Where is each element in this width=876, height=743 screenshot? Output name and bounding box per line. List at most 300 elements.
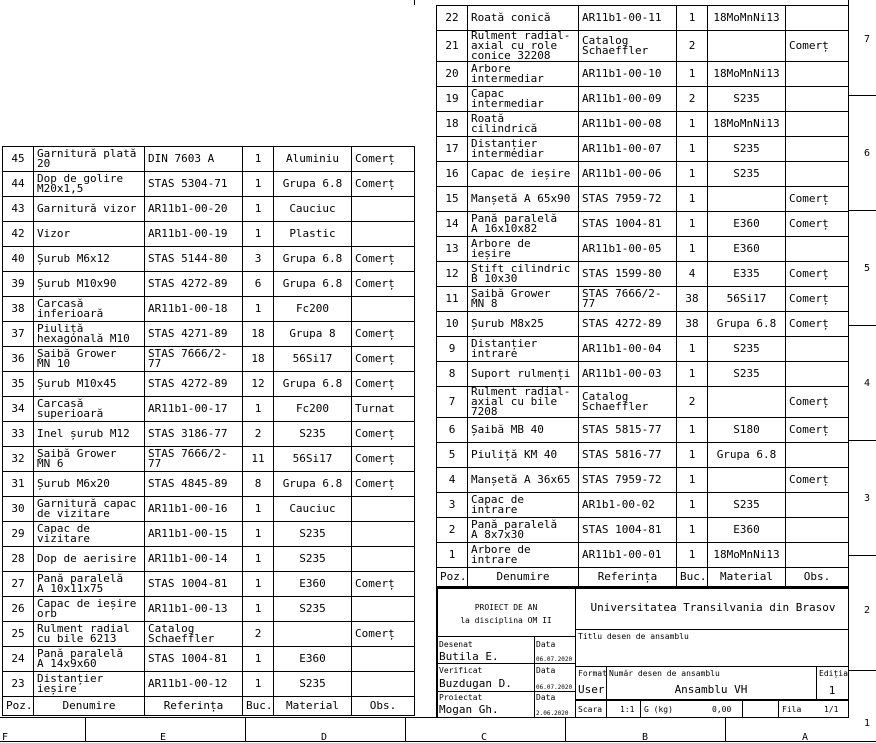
cell-poz: 27 (3, 572, 34, 597)
cell-ref: STAS 7666/2- 77 (579, 287, 677, 312)
cell-mat: S180 (708, 418, 786, 443)
cell-poz: 14 (437, 212, 468, 237)
cell-mat: 56Si17 (708, 287, 786, 312)
cell-den: Piuliță hexagonală M10 (34, 322, 145, 347)
table-row (437, 262, 849, 287)
cell-obs (786, 112, 849, 137)
cell-obs (786, 62, 849, 87)
cell-obs (786, 443, 849, 468)
cell-poz: 22 (437, 6, 468, 31)
g-label: G (kg) (644, 705, 673, 714)
cell-ref: STAS 1004-81 (145, 647, 243, 672)
table-row (3, 372, 415, 397)
cell-buc: 1 (677, 62, 708, 87)
table-row (437, 337, 849, 362)
cell-den: Pană paralelă A 16x10x82 (468, 212, 579, 237)
cell-ref: STAS 4272-89 (579, 312, 677, 337)
cell-obs: Comerț (352, 347, 415, 372)
cell-buc: 12 (243, 372, 274, 397)
cell-den: Capac de vizitare (34, 522, 145, 547)
cell-poz: 44 (3, 172, 34, 197)
cell-ref: AR11b1-00-20 (145, 197, 243, 222)
cell-mat: Fc200 (274, 297, 352, 322)
cell-buc: 18 (243, 322, 274, 347)
cell-mat: Grupa 6.8 (274, 272, 352, 297)
cell-poz: 28 (3, 547, 34, 572)
cell-mat: Grupa 8 (274, 322, 352, 347)
zone-tick (245, 718, 246, 742)
date-2: 06.07.2020 (536, 684, 573, 691)
zone-tick (405, 718, 406, 742)
cell-poz: 45 (3, 147, 34, 172)
cell-poz: 37 (3, 322, 34, 347)
zone-label: 1 (864, 718, 871, 729)
cell-obs (786, 87, 849, 112)
cell-buc: 1 (677, 112, 708, 137)
cell-obs: Comerț (786, 31, 849, 62)
frame-top-left (414, 0, 415, 5)
cell-poz: 35 (3, 372, 34, 397)
cell-ref: AR11b1-00-07 (579, 137, 677, 162)
cell-obs (352, 597, 415, 622)
cell-mat: S235 (708, 137, 786, 162)
university-name: Universitatea Transilvania din Brasov (590, 601, 836, 614)
zone-label: B (642, 732, 649, 743)
header-den: Denumire (34, 697, 145, 716)
table-row (3, 172, 415, 197)
cell-mat: Grupa 6.8 (708, 443, 786, 468)
cell-poz: 20 (437, 62, 468, 87)
cell-poz: 10 (437, 312, 468, 337)
cell-ref: AR11b1-00-10 (579, 62, 677, 87)
header-mat: Material (274, 697, 352, 716)
cell-poz: 2 (437, 518, 468, 543)
cell-den: Inel șurub M12 (34, 422, 145, 447)
table-row (3, 572, 415, 597)
cell-obs (786, 518, 849, 543)
cell-mat: Grupa 6.8 (274, 247, 352, 272)
cell-ref: AR11b1-00-12 (145, 672, 243, 697)
cell-buc: 1 (243, 597, 274, 622)
cell-poz: 4 (437, 468, 468, 493)
zone-tick (848, 670, 876, 671)
zone-label: 4 (864, 378, 871, 389)
cell-obs: Comerț (352, 422, 415, 447)
proiectat-name: Mogan Gh. (439, 703, 499, 716)
table-row (437, 212, 849, 237)
cell-den: Șurub M10x90 (34, 272, 145, 297)
cell-mat (708, 31, 786, 62)
header-den: Denumire (468, 568, 579, 587)
cell-den: Șaibă Grower MN 6 (34, 447, 145, 472)
scara-value: 1:1 (620, 705, 635, 714)
table-row (3, 447, 415, 472)
table-row (3, 472, 415, 497)
bom-table-left (2, 146, 415, 716)
table-row (3, 397, 415, 422)
cell-poz: 18 (437, 112, 468, 137)
cell-poz: 13 (437, 237, 468, 262)
cell-buc: 2 (677, 31, 708, 62)
cell-mat: S235 (274, 422, 352, 447)
header-buc: Buc. (677, 568, 708, 587)
cell-poz: 42 (3, 222, 34, 247)
cell-obs (786, 362, 849, 387)
date-1: 06.07.2020 (536, 656, 573, 663)
table-row (437, 418, 849, 443)
cell-den: Rulment radial- axial cu bile 7208 (468, 387, 579, 418)
cell-mat: S235 (708, 362, 786, 387)
cell-den: Capac de intrare (468, 493, 579, 518)
cell-poz: 11 (437, 287, 468, 312)
cell-mat (708, 468, 786, 493)
table-row (437, 493, 849, 518)
cell-den: Distanțier ieșire (34, 672, 145, 697)
cell-obs (786, 162, 849, 187)
cell-ref: STAS 4272-89 (145, 372, 243, 397)
proiectat-label: Proiectat (439, 693, 483, 702)
cell-obs: Comerț (352, 247, 415, 272)
drawing-title-label: Titlu desen de ansamblu (578, 632, 689, 641)
cell-mat: 18MoMnNi13 (708, 6, 786, 31)
cell-buc: 2 (243, 622, 274, 647)
cell-mat: Aluminiu (274, 147, 352, 172)
cell-obs: Comerț (352, 447, 415, 472)
zone-label: 6 (864, 148, 871, 159)
table-row (437, 518, 849, 543)
cell-den: Dop de golire M20x1,5 (34, 172, 145, 197)
table-row (437, 31, 849, 62)
table-row (3, 147, 415, 172)
cell-poz: 43 (3, 197, 34, 222)
cell-den: Pană paralelă A 10x11x75 (34, 572, 145, 597)
cell-poz: 19 (437, 87, 468, 112)
cell-poz: 30 (3, 497, 34, 522)
cell-obs (786, 337, 849, 362)
cell-obs: Comerț (352, 372, 415, 397)
cell-den: Manșetă A 65x90 (468, 187, 579, 212)
cell-buc: 38 (677, 287, 708, 312)
table-row (437, 387, 849, 418)
cell-obs (786, 6, 849, 31)
table-row (437, 187, 849, 212)
header-row (3, 697, 415, 716)
cell-mat: Cauciuc (274, 497, 352, 522)
cell-den: Capac de ieșire orb (34, 597, 145, 622)
cell-buc: 1 (243, 547, 274, 572)
cell-den: Piuliță KM 40 (468, 443, 579, 468)
cell-poz: 5 (437, 443, 468, 468)
cell-mat: E360 (274, 647, 352, 672)
cell-buc: 1 (677, 6, 708, 31)
g-value: 0,00 (712, 705, 732, 714)
table-row (3, 597, 415, 622)
header-row (437, 568, 849, 587)
cell-ref: Catalog Schaeffler (579, 387, 677, 418)
cell-ref: AR11b1-00-05 (579, 237, 677, 262)
cell-buc: 3 (243, 247, 274, 272)
zone-label: E (160, 732, 167, 743)
cell-poz: 7 (437, 387, 468, 418)
cell-mat: S235 (708, 493, 786, 518)
zone-tick (848, 95, 876, 96)
cell-buc: 6 (243, 272, 274, 297)
cell-obs: Comerț (352, 572, 415, 597)
table-row (3, 322, 415, 347)
cell-mat: Cauciuc (274, 197, 352, 222)
table-row (3, 672, 415, 697)
header-poz: Poz. (437, 568, 468, 587)
cell-poz: 38 (3, 297, 34, 322)
header-mat: Material (708, 568, 786, 587)
cell-obs (786, 137, 849, 162)
cell-obs: Comerț (352, 472, 415, 497)
header-buc: Buc. (243, 697, 274, 716)
cell-ref: AR11b1-00-17 (145, 397, 243, 422)
table-row (3, 522, 415, 547)
cell-ref: STAS 7666/2- 77 (145, 447, 243, 472)
cell-den: Pană paralelă A 8x7x30 (468, 518, 579, 543)
cell-ref: AR11b1-00-15 (145, 522, 243, 547)
cell-ref: STAS 7666/2- 77 (145, 347, 243, 372)
cell-obs (786, 493, 849, 518)
fila-label: Fila (782, 705, 802, 714)
zone-tick (725, 718, 726, 742)
cell-poz: 29 (3, 522, 34, 547)
header-poz: Poz. (3, 697, 34, 716)
cell-buc: 1 (243, 397, 274, 422)
cell-ref: Catalog Schaeffler (145, 622, 243, 647)
cell-buc: 1 (677, 337, 708, 362)
cell-den: Suport rulmenți (468, 362, 579, 387)
cell-buc: 1 (677, 518, 708, 543)
cell-poz: 39 (3, 272, 34, 297)
cell-mat: S235 (708, 87, 786, 112)
cell-obs: Turnat (352, 397, 415, 422)
cell-buc: 1 (243, 522, 274, 547)
format-value: User (578, 683, 605, 696)
cell-den: Roată cilindrică (468, 112, 579, 137)
cell-ref: AR11b1-00-13 (145, 597, 243, 622)
cell-ref: STAS 5815-77 (579, 418, 677, 443)
drawing-no-label: Număr desen de ansamblu (609, 669, 720, 678)
cell-buc: 18 (243, 347, 274, 372)
cell-den: Roată conică (468, 6, 579, 31)
table-row (3, 547, 415, 572)
data-label-2: Data (536, 666, 556, 675)
cell-mat: S235 (274, 547, 352, 572)
table-row (437, 6, 849, 31)
zone-tick (848, 440, 876, 441)
cell-den: Știft cilindric B 10x30 (468, 262, 579, 287)
header-ref: Referința (145, 697, 243, 716)
cell-poz: 32 (3, 447, 34, 472)
verificat-label: Verificat (439, 666, 483, 675)
cell-buc: 1 (243, 197, 274, 222)
zone-label: 2 (864, 605, 871, 616)
cell-buc: 1 (677, 237, 708, 262)
cell-poz: 24 (3, 647, 34, 672)
cell-den: Rulment radial cu bile 6213 (34, 622, 145, 647)
table-row (3, 272, 415, 297)
cell-obs (352, 672, 415, 697)
cell-den: Dop de aerisire (34, 547, 145, 572)
cell-ref: AR11b1-00-06 (579, 162, 677, 187)
cell-buc: 38 (677, 312, 708, 337)
cell-den: Distanțier intermediar (468, 137, 579, 162)
cell-mat: 18MoMnNi13 (708, 112, 786, 137)
cell-buc: 11 (243, 447, 274, 472)
cell-mat (708, 187, 786, 212)
table-row (437, 62, 849, 87)
cell-ref: STAS 7959-72 (579, 468, 677, 493)
cell-buc: 1 (243, 147, 274, 172)
desenat-label: Desenat (439, 640, 473, 649)
cell-obs: Comerț (786, 468, 849, 493)
cell-ref: STAS 3186-77 (145, 422, 243, 447)
cell-ref: STAS 5304-71 (145, 172, 243, 197)
cell-den: Arbore intermediar (468, 62, 579, 87)
cell-obs: Comerț (352, 322, 415, 347)
cell-poz: 23 (3, 672, 34, 697)
cell-ref: AR11b1-00-19 (145, 222, 243, 247)
table-row (437, 443, 849, 468)
cell-obs: Comerț (786, 387, 849, 418)
cell-poz: 12 (437, 262, 468, 287)
cell-buc: 1 (243, 647, 274, 672)
title-block (436, 587, 848, 718)
cell-den: Manșetă A 36x65 (468, 468, 579, 493)
cell-obs: Comerț (786, 212, 849, 237)
cell-obs (786, 543, 849, 568)
cell-den: Capac de ieșire (468, 162, 579, 187)
cell-poz: 8 (437, 362, 468, 387)
cell-poz: 31 (3, 472, 34, 497)
cell-den: Șaibă MB 40 (468, 418, 579, 443)
cell-obs: Comerț (786, 418, 849, 443)
cell-mat: S235 (274, 597, 352, 622)
table-row (437, 543, 849, 568)
header-obs: Obs. (786, 568, 849, 587)
cell-buc: 8 (243, 472, 274, 497)
cell-poz: 34 (3, 397, 34, 422)
table-row (437, 362, 849, 387)
zone-label: 7 (864, 34, 871, 45)
cell-mat (274, 622, 352, 647)
cell-den: Vizor (34, 222, 145, 247)
cell-ref: AR11b1-00-11 (579, 6, 677, 31)
project-line1: PROIECT DE AN (474, 603, 538, 612)
cell-obs (352, 522, 415, 547)
cell-obs: Comerț (786, 262, 849, 287)
cell-den: Șurub M6x12 (34, 247, 145, 272)
cell-obs (786, 237, 849, 262)
cell-ref: STAS 4845-89 (145, 472, 243, 497)
table-row (437, 87, 849, 112)
cell-buc: 1 (677, 443, 708, 468)
zone-label: 5 (864, 263, 871, 274)
cell-ref: AR11b1-00-09 (579, 87, 677, 112)
table-row (3, 297, 415, 322)
cell-buc: 2 (243, 422, 274, 447)
cell-poz: 17 (437, 137, 468, 162)
cell-ref: STAS 1599-80 (579, 262, 677, 287)
cell-buc: 1 (677, 468, 708, 493)
cell-obs: Comerț (786, 187, 849, 212)
cell-mat: 56Si17 (274, 347, 352, 372)
zone-tick (848, 555, 876, 556)
zone-tick (565, 718, 566, 742)
cell-poz: 25 (3, 622, 34, 647)
header-ref: Referința (579, 568, 677, 587)
cell-buc: 4 (677, 262, 708, 287)
desenat-name: Butila E. (439, 650, 499, 663)
cell-obs: Comerț (786, 287, 849, 312)
cell-ref: STAS 4272-89 (145, 272, 243, 297)
header-obs: Obs. (352, 697, 415, 716)
cell-ref: AR11b1-00-01 (579, 543, 677, 568)
table-row (3, 197, 415, 222)
cell-ref: AR11b1-00-16 (145, 497, 243, 522)
table-row (437, 162, 849, 187)
cell-obs: Comerț (786, 312, 849, 337)
cell-obs (352, 297, 415, 322)
cell-ref: STAS 4271-89 (145, 322, 243, 347)
table-row (3, 247, 415, 272)
cell-obs (352, 647, 415, 672)
cell-ref: STAS 5144-80 (145, 247, 243, 272)
cell-mat: Grupa 6.8 (274, 372, 352, 397)
table-row (3, 622, 415, 647)
zone-label: C (481, 732, 488, 743)
zone-label: F (2, 732, 9, 743)
cell-buc: 1 (677, 418, 708, 443)
verificat-name: Buzdugan D. (439, 677, 512, 690)
scara-label: Scara (578, 705, 603, 714)
cell-mat: E335 (708, 262, 786, 287)
cell-den: Garnitură plată 20 (34, 147, 145, 172)
bom-table-right (436, 5, 849, 587)
cell-poz: 21 (437, 31, 468, 62)
cell-den: Pană paralelă A 14x9x60 (34, 647, 145, 672)
cell-poz: 3 (437, 493, 468, 518)
cell-ref: STAS 7959-72 (579, 187, 677, 212)
table-row (3, 647, 415, 672)
cell-ref: AR11b1-00-03 (579, 362, 677, 387)
table-row (437, 468, 849, 493)
cell-mat: 18MoMnNi13 (708, 62, 786, 87)
cell-mat: Fc200 (274, 397, 352, 422)
cell-mat: E360 (708, 518, 786, 543)
cell-poz: 40 (3, 247, 34, 272)
cell-den: Carcasă superioară (34, 397, 145, 422)
cell-den: Arbore de ieșire (468, 237, 579, 262)
zone-tick (848, 210, 876, 211)
cell-buc: 1 (243, 572, 274, 597)
table-row (3, 497, 415, 522)
cell-ref: AR11b1-00-08 (579, 112, 677, 137)
cell-den: Șaibă Grower MN 8 (468, 287, 579, 312)
cell-poz: 9 (437, 337, 468, 362)
table-row (437, 287, 849, 312)
cell-buc: 1 (677, 362, 708, 387)
cell-den: Garnitură vizor (34, 197, 145, 222)
table-row (3, 347, 415, 372)
format-label: Format (578, 669, 607, 678)
table-row (3, 222, 415, 247)
cell-mat: Plastic (274, 222, 352, 247)
editia-label: Ediția (819, 669, 848, 678)
